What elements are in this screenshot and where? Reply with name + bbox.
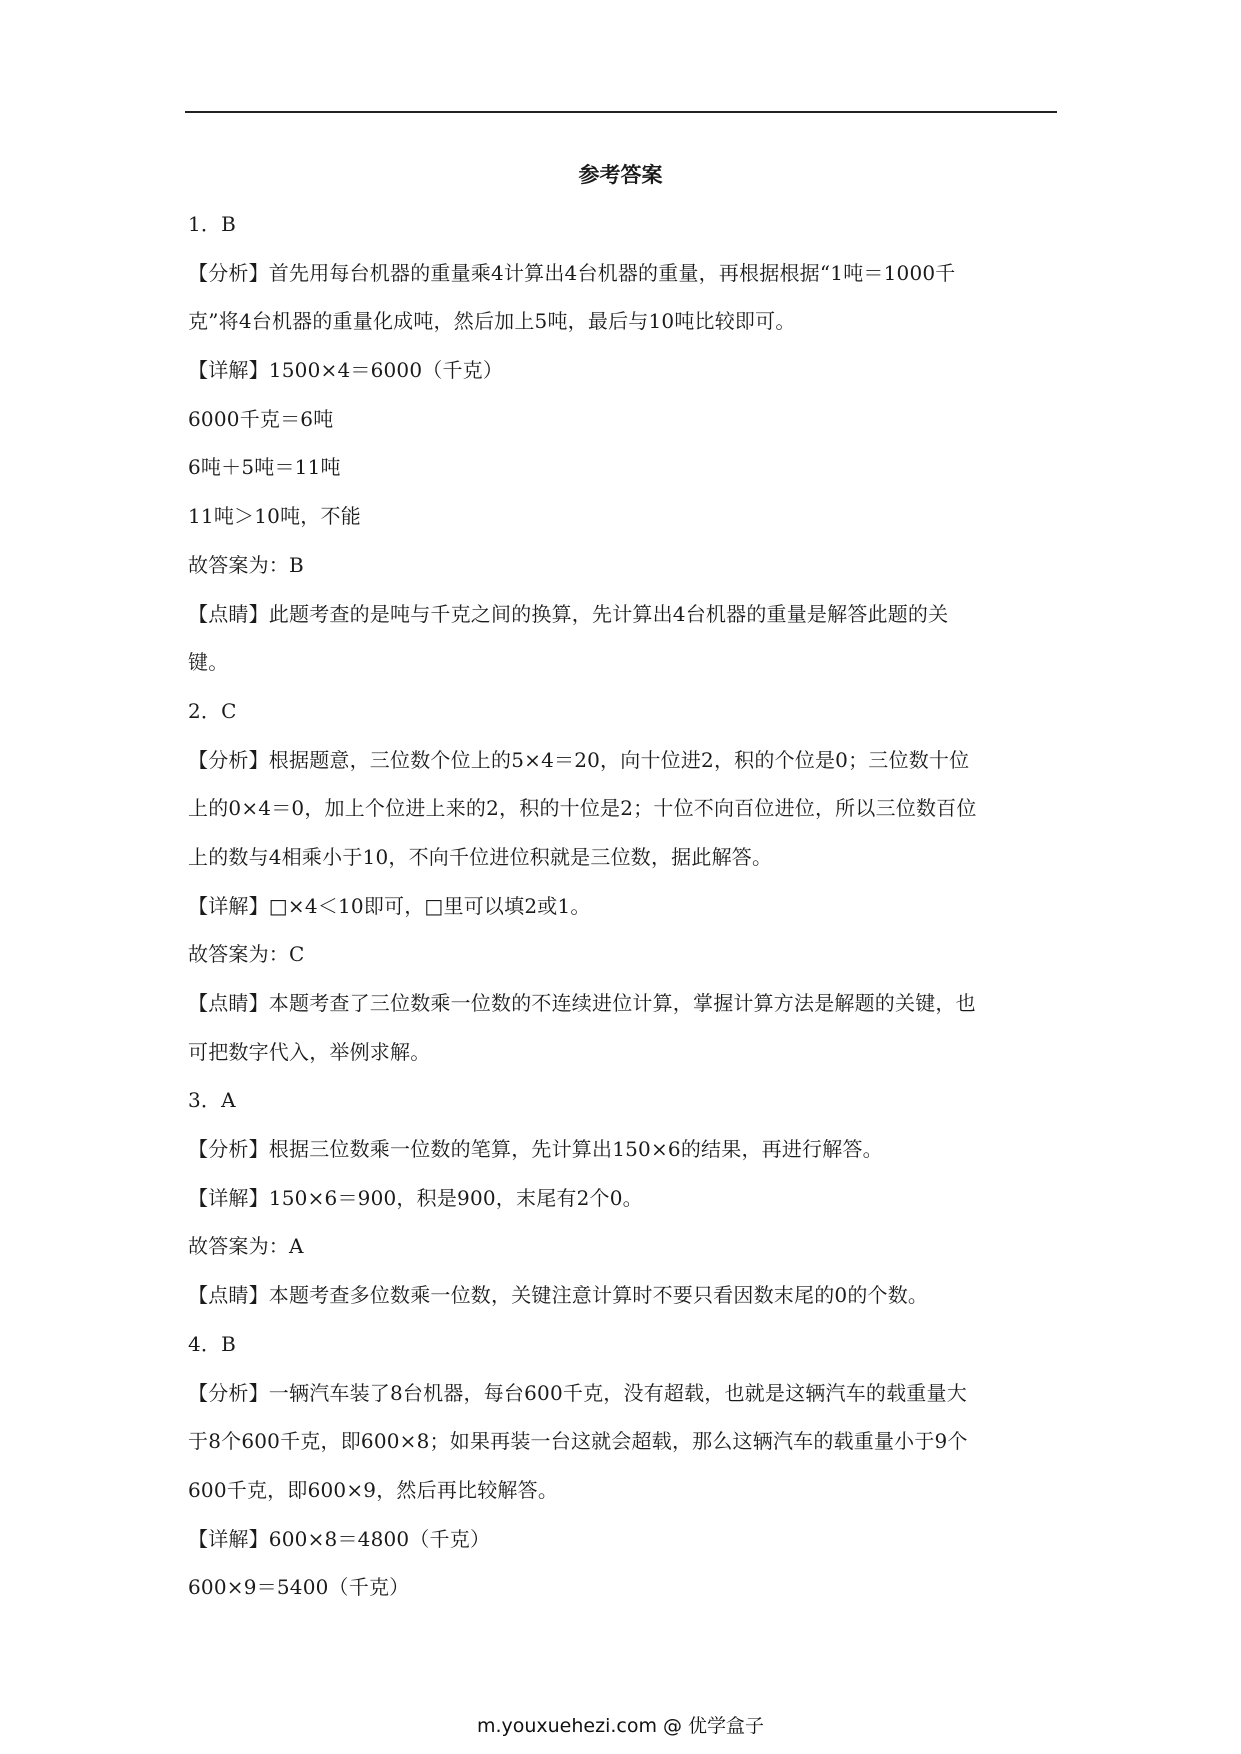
answer-line: 于8个600千克，即600×8；如果再装一台这就会超载，那么这辆汽车的载重量小于9个 — [188, 1429, 968, 1454]
answer-line: 600×9＝5400（千克） — [188, 1575, 410, 1600]
answer-line: 【详解】1500×4＝6000（千克） — [188, 358, 504, 383]
answer-line: 键。 — [188, 650, 229, 675]
answer-line: 2．C — [188, 698, 237, 723]
answer-line: 上的0×4＝0，加上个位进上来的2，积的十位是2；十位不向百位进位，所以三位数百位 — [188, 796, 977, 821]
answer-line: 6吨＋5吨＝11吨 — [188, 455, 341, 480]
answer-line: 【分析】一辆汽车装了8台机器，每台600千克，没有超载，也就是这辆汽车的载重量大 — [188, 1380, 967, 1405]
answer-line: 【点睛】本题考查了三位数乘一位数的不连续进位计算，掌握计算方法是解题的关键，也 — [188, 991, 976, 1015]
answer-line: 6000千克＝6吨 — [188, 406, 334, 431]
answer-line: 【分析】根据三位数乘一位数的笔算，先计算出150×6的结果，再进行解答。 — [188, 1137, 883, 1162]
answer-line: 故答案为：B — [188, 552, 304, 577]
header-rule — [185, 111, 1057, 113]
answer-line: 600千克，即600×9，然后再比较解答。 — [188, 1477, 559, 1502]
answer-line: 可把数字代入，举例求解。 — [188, 1039, 431, 1064]
answer-line: 【点睛】此题考查的是吨与千克之间的换算，先计算出4台机器的重量是解答此题的关 — [188, 601, 949, 626]
answer-line: 【详解】150×6＝900，积是900，末尾有2个0。 — [188, 1185, 643, 1210]
answer-line: 克”将4台机器的重量化成吨，然后加上5吨，最后与10吨比较即可。 — [188, 309, 796, 334]
answer-line: 上的数与4相乘小于10，不向千位进位积就是三位数，据此解答。 — [188, 844, 773, 869]
answer-line: 【分析】根据题意，三位数个位上的5×4＝20，向十位进2，积的个位是0；三位数十位 — [188, 747, 970, 772]
answer-line: 【点睛】本题考查多位数乘一位数，关键注意计算时不要只看因数末尾的0的个数。 — [188, 1283, 929, 1308]
answer-line: 【详解】□×4＜10即可，□里可以填2或1。 — [188, 893, 591, 918]
page-title: 参考答案 — [578, 163, 663, 187]
answer-content — [188, 211, 1048, 1623]
answer-line: 11吨＞10吨，不能 — [188, 504, 361, 529]
answer-line: 【分析】首先用每台机器的重量乘4计算出4台机器的重量，再根据根据“1吨＝1000千 — [188, 260, 956, 285]
answer-line: 故答案为：C — [188, 942, 305, 967]
answer-line: 4．B — [188, 1331, 237, 1356]
answer-line: 【详解】600×8＝4800（千克） — [188, 1526, 491, 1551]
answer-line: 故答案为：A — [188, 1234, 304, 1259]
answer-line: 1．B — [188, 212, 237, 236]
footer-watermark: m.youxuehezi.com @ 优学盒子 — [476, 1715, 765, 1737]
answer-line: 3．A — [188, 1088, 236, 1113]
